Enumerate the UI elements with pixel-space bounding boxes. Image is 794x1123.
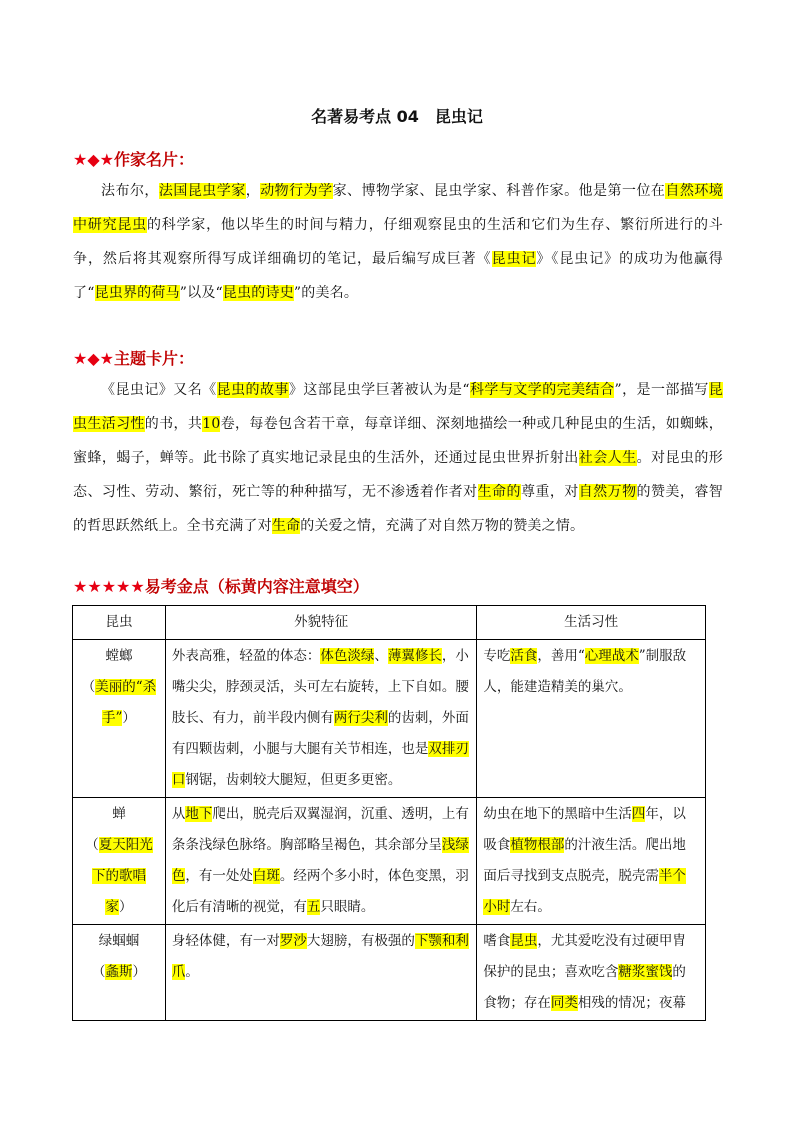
insect-name xyxy=(79,799,159,830)
text-run: 的汁液生活。爬出地面后寻找到支点脱壳，脱壳需 xyxy=(483,837,686,884)
header-habits: 生活习性 xyxy=(477,606,706,640)
highlight-text: 昆虫记 xyxy=(491,251,537,267)
text-run: ”制服敌人，能建造精美的巢穴。 xyxy=(483,648,687,695)
highlight-text: 地下 xyxy=(185,806,213,822)
highlight-text: 罗沙 xyxy=(279,933,307,949)
text-run: 。对昆虫的形态、习性、劳动、繁衍，死亡等的种种描写，无不渗透着作者对 xyxy=(73,450,724,500)
highlight-text: 社会人生 xyxy=(578,450,637,466)
highlight-text: 生命的 xyxy=(477,484,521,500)
text-run: 家、博物学家、昆虫学家、科普作家。他是第一位在 xyxy=(332,183,666,199)
text-run: 专吃 xyxy=(483,648,511,664)
keypoints-table xyxy=(72,605,706,1021)
highlight-text: 活食 xyxy=(510,648,538,664)
text-run: 身轻体健，有一对 xyxy=(171,933,280,949)
text-run: ） xyxy=(132,964,146,980)
text-run: 尊重，对 xyxy=(520,484,579,500)
text-run: 的食物；存在 xyxy=(483,964,686,1011)
author-paragraph xyxy=(73,174,723,310)
text-run: 嗜食 xyxy=(483,933,511,949)
insect-cell xyxy=(73,798,166,925)
table-row xyxy=(73,925,706,1021)
text-run: （ xyxy=(91,964,106,980)
appearance-cell xyxy=(165,925,476,1021)
table-header-row xyxy=(73,606,706,640)
text-run: 绿蝈蝈 xyxy=(98,933,140,949)
section-heading-keypoints: ★★★★★易考金点（标黄内容注意填空） xyxy=(73,577,369,596)
text-run: 幼虫在地下的黑暗中生活 xyxy=(483,806,632,822)
header-insect: 昆虫 xyxy=(73,606,166,640)
highlight-text: 昆虫的诗史 xyxy=(222,285,294,301)
text-run: ，善用“ xyxy=(537,648,585,664)
table-row xyxy=(73,640,706,798)
highlight-text: 夏天阳光下的歌唱家 xyxy=(91,837,153,915)
text-run: 的赞美，睿智的哲思跃然纸上。全书充满了对 xyxy=(73,484,723,534)
text-run: 外表高雅，轻盈的体态： xyxy=(171,648,321,664)
highlight-text: 植物根部 xyxy=(510,837,565,853)
insect-name xyxy=(79,926,159,957)
text-run: 蝉 xyxy=(112,806,126,822)
highlight-text: 10 xyxy=(202,416,221,432)
text-run: 的关爱之情，充满了对自然万物的赞美之情。 xyxy=(300,518,585,534)
text-run: 钢锯，齿刺较大腿短，但更多更密。 xyxy=(185,772,402,788)
highlight-text: 四 xyxy=(631,806,646,822)
text-run: （ xyxy=(81,679,96,695)
highlight-text: 科学与文学的完美结合 xyxy=(469,382,615,398)
text-run: 。 xyxy=(185,964,199,980)
text-run: ”的美名。 xyxy=(293,285,359,301)
insect-nickname xyxy=(92,964,146,980)
highlight-text: 下颚和利爪 xyxy=(171,933,469,980)
highlight-text: 同类 xyxy=(550,995,578,1011)
text-run: ， xyxy=(245,183,261,199)
text-run: 从 xyxy=(171,806,186,822)
highlight-text: 薄翼修长 xyxy=(387,648,442,664)
five-stars-icon: ★★★★★ xyxy=(73,577,145,596)
highlight-text: 五 xyxy=(306,899,321,915)
appearance-cell xyxy=(165,798,476,925)
habits-cell xyxy=(477,925,706,1021)
header-appearance: 外貌特征 xyxy=(165,606,476,640)
highlight-text: 浅绿色 xyxy=(171,837,469,884)
text-run: ，有一处处 xyxy=(185,868,253,884)
text-run: 螳螂 xyxy=(105,648,133,664)
highlight-text: 螽斯 xyxy=(105,964,133,980)
text-run: （ xyxy=(85,837,99,853)
text-run: 》这部昆虫学巨著被认为是“ xyxy=(288,382,470,398)
highlight-text: 白斑 xyxy=(252,868,280,884)
text-run: 、 xyxy=(374,648,388,664)
text-run: 的科学家，他以毕生的时间与精力，仔细观察昆虫的生活和它们为生存、繁衍所进行的斗争，然后将其观察所得写成详细确切的笔记，最后编写成巨著《 xyxy=(73,217,723,267)
habits-cell xyxy=(477,640,706,798)
highlight-text: 昆虫的故事 xyxy=(216,382,289,398)
text-run: 。经两个多小时，体色变黑，羽化后有清晰的视觉，有 xyxy=(171,868,469,915)
highlight-text: 自然环境中研究昆虫 xyxy=(73,183,724,233)
theme-paragraph xyxy=(73,373,723,543)
text-run: 》《昆虫记》的成功为他赢得了“ xyxy=(73,251,723,301)
text-run: 爬出，脱壳后双翼湿润，沉重、透明，上有条条浅绿色脉络。胸部略呈褐色，其余部分呈 xyxy=(171,806,469,853)
highlight-text: 昆虫生活习性 xyxy=(73,382,723,432)
star-diamond-icon: ★◆★ xyxy=(73,349,114,368)
page-title: 名著易考点 04 昆虫记 xyxy=(311,107,483,126)
text-run: ”，是一部描写 xyxy=(614,382,709,398)
text-run: 的齿刺，外面有四颗齿刺，小腿与大腿有关节相连，也是 xyxy=(171,710,469,757)
text-run: ，尤其爱吃没有过硬甲胄保护的昆虫；喜欢吃含 xyxy=(483,933,686,980)
text-run: ”以及“ xyxy=(179,285,223,301)
section-heading-theme: ★◆★主题卡片： xyxy=(73,349,195,368)
text-run: 卷，每卷包含若干章，每章详细、深刻地描绘一种或几种昆虫的生活，如蜘蛛，蜜蜂，蝎子，蝉等。此书除了真实地记录昆虫的生活外，还通过昆虫世界折射出 xyxy=(73,416,723,466)
text-run: 法布尔， xyxy=(101,183,159,199)
text-run: 年，以吸食 xyxy=(483,806,686,853)
highlight-text: 两行尖利 xyxy=(333,710,388,726)
highlight-text: 动物行为学 xyxy=(260,183,333,199)
highlight-text: 生命 xyxy=(271,518,301,534)
table-row xyxy=(73,798,706,925)
insect-nickname xyxy=(85,837,153,915)
text-run: 相残的情况；夜幕 xyxy=(577,995,686,1011)
highlight-text: 体色淡绿 xyxy=(320,648,375,664)
star-diamond-icon: ★◆★ xyxy=(73,150,114,169)
insect-cell xyxy=(73,925,166,1021)
text-run: 左右。 xyxy=(510,899,551,915)
habits-cell xyxy=(477,798,706,925)
highlight-text: 糖浆蜜饯 xyxy=(618,964,673,980)
text-run: 大翅膀，有极强的 xyxy=(306,933,415,949)
highlight-text: 昆虫界的荷马 xyxy=(94,285,180,301)
text-run: 的书，共 xyxy=(144,416,203,432)
highlight-text: 法国昆虫学家 xyxy=(158,183,246,199)
insect-nickname xyxy=(82,679,156,726)
text-run: 《昆虫记》又名《 xyxy=(101,382,217,398)
text-run: ） xyxy=(122,710,136,726)
text-run: 只眼睛。 xyxy=(320,899,375,915)
highlight-text: 双排刃口 xyxy=(171,741,469,788)
insect-cell xyxy=(73,640,166,798)
highlight-text: 美丽的“杀手” xyxy=(95,679,157,726)
highlight-text: 昆虫 xyxy=(510,933,538,949)
highlight-text: 心理战术 xyxy=(584,648,639,664)
section-heading-author: ★◆★作家名片： xyxy=(73,150,195,169)
appearance-cell xyxy=(165,640,476,798)
highlight-text: 自然万物 xyxy=(578,484,637,500)
highlight-text: 半个小时 xyxy=(483,868,686,915)
insect-name xyxy=(79,641,159,672)
text-run: ） xyxy=(118,899,133,915)
text-run: ，小嘴尖尖，脖颈灵活，头可左右旋转，上下自如。腰肢长、有力，前半段内侧有 xyxy=(171,648,469,726)
